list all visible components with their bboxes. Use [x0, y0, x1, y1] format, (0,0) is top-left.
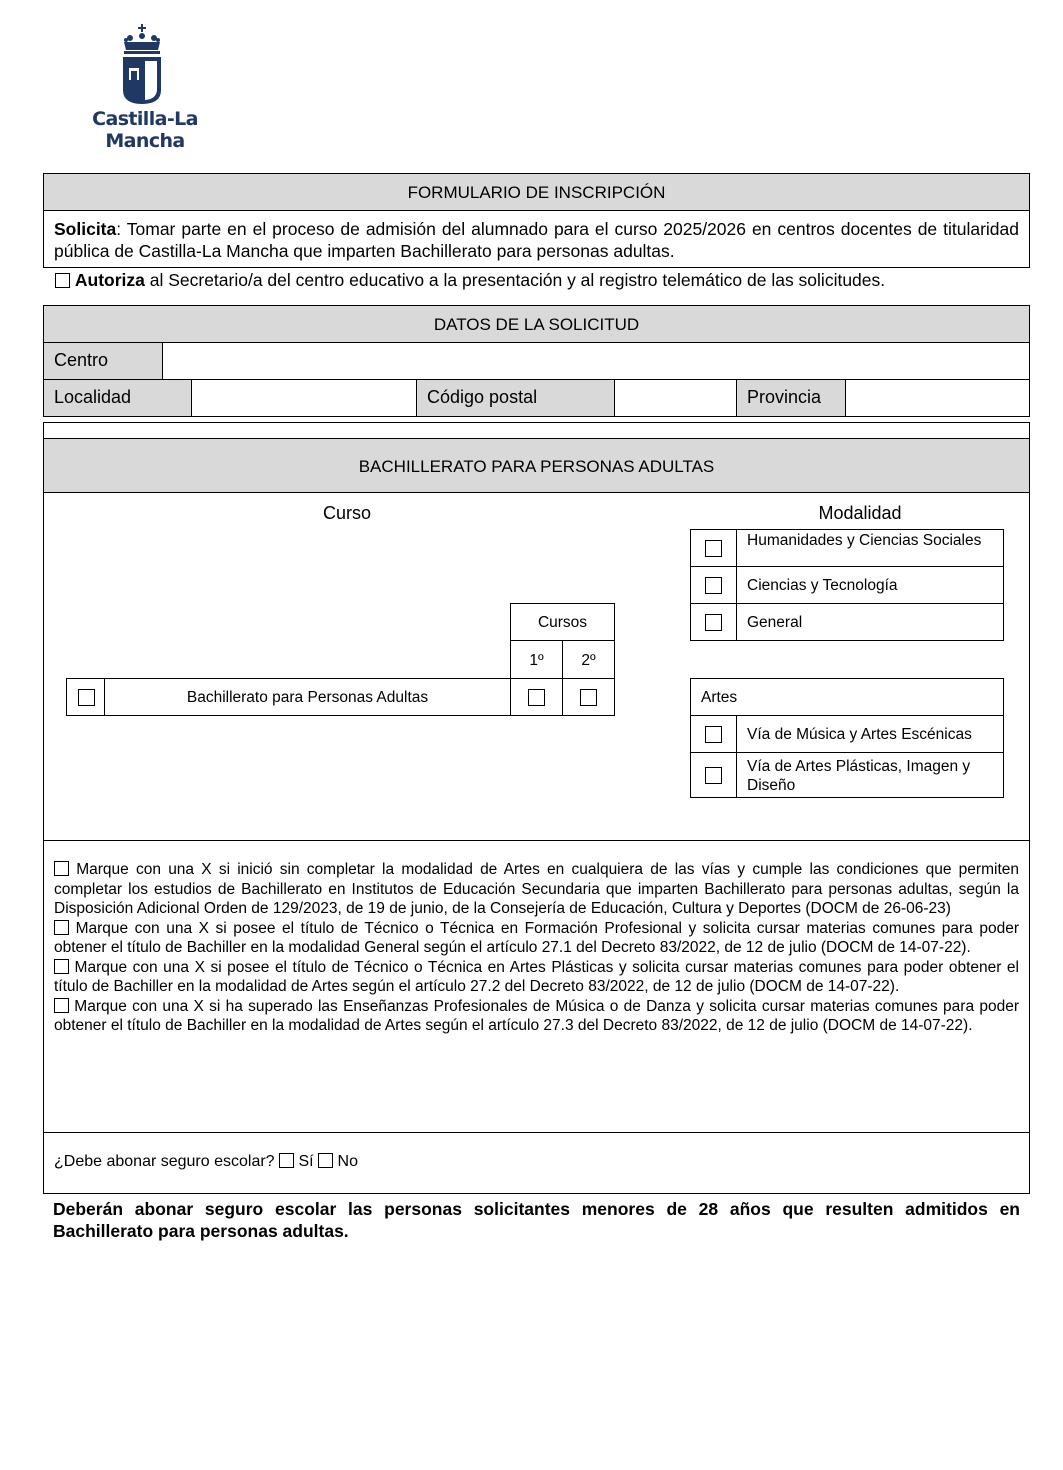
form-title: [43, 173, 1030, 211]
form-title-text: FORMULARIO DE INSCRIPCIÓN: [407, 183, 666, 202]
modalidad-label-general: General: [736, 603, 1004, 641]
primero-cell: [510, 678, 563, 716]
modalidad-checkbox-general[interactable]: [705, 614, 722, 631]
bachillerato-row-label: Bachillerato para Personas Adultas: [104, 678, 511, 716]
primero-header: 1º: [510, 640, 563, 679]
seguro-si-label: Sí: [298, 1153, 314, 1170]
marque-item: [54, 958, 1019, 997]
brand-name: Castilla-La Mancha: [92, 108, 198, 152]
cursos-label: Cursos: [537, 614, 588, 631]
marque-checkbox-4[interactable]: [54, 998, 69, 1013]
marque-item: [54, 919, 1019, 958]
primero-checkbox[interactable]: [528, 689, 545, 706]
marque-text-3: Marque con una X si posee el título de Técnico o Técnica en Artes Plásticas y solicita cursar materias comunes para poder obtener el título de Bachiller en la modalidad de Artes según el artículo 27.2 del Decreto 83/2022, de 12 de julio (DOCM de 14-07-22).: [54, 958, 1019, 995]
marque-text-4: Marque con una X si ha superado las Enseñanzas Profesionales de Música o de Danza y solicita cursar materias comunes para poder obtener el título de Bachiller en la modalidad de Artes según el artículo 27.3 del Decreto 83/2022, de 12 de julio (DOCM de 14-07-22).: [54, 997, 1019, 1034]
datos-title-text: DATOS DE LA SOLICITUD: [433, 315, 640, 334]
bachillerato-row-check-cell: [66, 678, 105, 716]
modalidad-heading: Modalidad: [818, 503, 902, 523]
marque-text-2: Marque con una X si posee el título de Técnico o Técnica en Formación Profesional y solicita cursar materias comunes para poder obtener el título de Bachiller en la modalidad General según el artículo 27.1 del Decreto 83/2022, de 12 de julio (DOCM de 14-07-22).: [54, 919, 1019, 956]
marque-checkbox-1[interactable]: [54, 861, 69, 876]
solicita-label: Solicita: [54, 219, 117, 239]
autoriza-line: [55, 269, 1030, 291]
codigo-postal-field[interactable]: [614, 379, 737, 417]
modalidad-check-cell-1: [690, 566, 737, 604]
localidad-field[interactable]: [191, 379, 417, 417]
segundo-cell: [562, 678, 615, 716]
coat-of-arms-icon: [60, 24, 230, 106]
logo: [60, 24, 230, 152]
solicita-text: : Tomar parte en el proceso de admisión del alumnado para el curso 2025/2026 en centros docentes de titularidad pública de Castilla-La Mancha que imparten Bachillerato para personas adultas.: [54, 219, 1019, 261]
artes-check-cell-0: [690, 715, 737, 753]
provincia-label: Provincia: [736, 379, 846, 417]
seguro-si-checkbox[interactable]: [279, 1153, 294, 1168]
cursos-header: [510, 603, 615, 641]
centro-label: Centro: [43, 342, 163, 380]
solicita-box: [43, 210, 1030, 268]
autoriza-checkbox[interactable]: [55, 273, 70, 288]
localidad-label: Localidad: [43, 379, 192, 417]
autoriza-label: Autoriza: [74, 270, 145, 290]
bachillerato-row-checkbox[interactable]: [78, 689, 95, 706]
marque-checkbox-2[interactable]: [54, 920, 69, 935]
seguro-no-label: No: [337, 1153, 358, 1170]
seguro-question: ¿Debe abonar seguro escolar?: [54, 1153, 275, 1170]
seguro-box: [43, 1132, 1030, 1194]
provincia-field[interactable]: [845, 379, 1030, 417]
marque-checkbox-3[interactable]: [54, 959, 69, 974]
modalidad-checkbox-ciencias[interactable]: [705, 577, 722, 594]
artes-label-plasticas: Vía de Artes Plásticas, Imagen y Diseño: [736, 752, 1004, 798]
seguro-no-checkbox[interactable]: [318, 1153, 333, 1168]
marque-item: [54, 860, 1019, 919]
segundo-header: 2º: [562, 640, 615, 679]
autoriza-text: al Secretario/a del centro educativo a la presentación y al registro telemático de las solicitudes.: [144, 270, 886, 290]
marques-box: [43, 840, 1030, 1133]
curso-heading: Curso: [322, 503, 371, 523]
artes-label-musica: Vía de Música y Artes Escénicas: [736, 715, 1004, 753]
marque-item: [54, 997, 1019, 1036]
footer-note: Deberán abonar seguro escolar las personas solicitantes menores de 28 años que resulten admitidos en Bachillerato para personas adultas.: [53, 1199, 1020, 1241]
modalidad-check-cell-2: [690, 603, 737, 641]
centro-field[interactable]: [162, 342, 1030, 380]
artes-check-cell-1: [690, 752, 737, 798]
modalidad-label-humanidades: Humanidades y Ciencias Sociales: [736, 529, 1004, 567]
spacer-row: [43, 422, 1030, 439]
segundo-checkbox[interactable]: [580, 689, 597, 706]
artes-checkbox-plasticas[interactable]: [705, 767, 722, 784]
marque-text-1: Marque con una X si inició sin completar la modalidad de Artes en cualquiera de las vías y cumple las condiciones que permiten completar los estudios de Bachillerato en Institutos de Educación Secundaria que imparten Bachillerato para personas adultas, según la Disposición Adicional Orden de 129/2023, de 19 de junio, de la Consejería de Educación, Cultura y Deportes (DOCM de 26-06-23): [54, 861, 1019, 917]
bachillerato-title-text: BACHILLERATO PARA PERSONAS ADULTAS: [358, 457, 715, 476]
bachillerato-title: [43, 438, 1030, 493]
artes-header: Artes: [690, 678, 1004, 716]
modalidad-check-cell-0: [690, 529, 737, 567]
artes-checkbox-musica[interactable]: [705, 726, 722, 743]
datos-title: [43, 305, 1030, 343]
modalidad-checkbox-humanidades[interactable]: [705, 540, 722, 557]
modalidad-label-ciencias: Ciencias y Tecnología: [736, 566, 1004, 604]
codigo-postal-label: Código postal: [416, 379, 615, 417]
